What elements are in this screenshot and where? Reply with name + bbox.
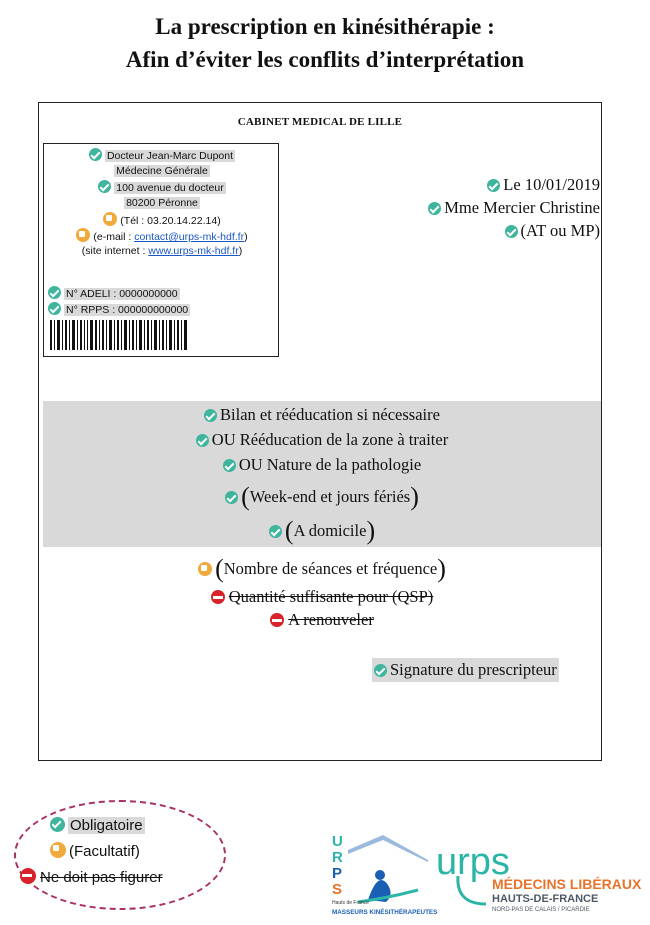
- logo-ml-line2: HAUTS-DE-FRANCE: [492, 893, 599, 905]
- check-icon: [428, 202, 441, 215]
- close-paren: ): [366, 516, 376, 545]
- check-icon: [223, 459, 236, 472]
- open-paren: (: [284, 516, 294, 545]
- close-paren: ): [437, 554, 446, 583]
- optional-icon: [103, 212, 117, 226]
- body-text: Bilan et rééducation si nécessaire: [220, 405, 440, 424]
- logo-letter-u: U: [332, 833, 343, 850]
- email-link[interactable]: contact@urps-mk-hdf.fr: [134, 231, 245, 243]
- page-title-line-1: La prescription en kinésithérapie :: [155, 14, 495, 39]
- body-line-7: [43, 585, 601, 609]
- doctor-name-row: [44, 148, 280, 164]
- close-paren: ): [410, 482, 419, 511]
- check-icon: [89, 148, 102, 161]
- check-icon: [487, 179, 500, 192]
- urps-medecins-liberaux-logo: [436, 842, 646, 917]
- legend-interdit: [20, 868, 163, 888]
- prescription-date: Le 10/01/2019: [503, 175, 600, 194]
- body-text: A renouveler: [288, 610, 374, 629]
- forbidden-icon: [20, 868, 36, 884]
- optional-icon: [76, 228, 90, 242]
- legend-obligatoire-label: Obligatoire: [70, 817, 143, 834]
- legend-facultatif-label: (Facultatif): [69, 843, 140, 860]
- body-line-5: [43, 514, 601, 548]
- check-icon: [204, 409, 217, 422]
- check-icon: [374, 664, 387, 677]
- date-row: [487, 173, 600, 196]
- check-icon: [98, 180, 111, 193]
- doctor-address-row: [44, 180, 280, 196]
- body-line-4: [43, 480, 601, 514]
- body-text: A domicile: [293, 521, 367, 540]
- doctor-name: Docteur Jean-Marc Dupont: [106, 150, 234, 162]
- adeli-row: [48, 286, 180, 302]
- logo-letter-s: S: [332, 881, 343, 898]
- doctor-specialty: Médecine Générale: [116, 165, 208, 177]
- doctor-specialty-row: [44, 164, 280, 179]
- site-link[interactable]: www.urps-mk-hdf.fr: [148, 245, 239, 257]
- body-line-2: [43, 428, 601, 452]
- regime-row: [505, 219, 600, 242]
- doctor-city-row: [44, 196, 280, 211]
- open-paren: (: [241, 482, 250, 511]
- body-line-3: [43, 453, 601, 477]
- patient-row: [428, 196, 600, 219]
- body-text: OU Nature de la pathologie: [238, 455, 422, 474]
- legend-obligatoire: [50, 816, 145, 836]
- logo-ml-line3: NORD-PAS DE CALAIS / PICARDIE: [492, 907, 590, 913]
- logo-mk-subtitle: MASSEURS KINÉSITHÉRAPEUTES: [332, 909, 438, 916]
- body-text: Week-end et jours fériés: [249, 487, 411, 506]
- check-icon: [505, 225, 518, 238]
- logo-letter-p: P: [332, 865, 343, 882]
- forbidden-icon: [270, 613, 284, 627]
- legend-facultatif: [50, 842, 140, 862]
- check-icon: [225, 491, 238, 504]
- doctor-phone-row: [44, 212, 280, 229]
- logo-ml-line1: MÉDECINS LIBÉRAUX: [492, 876, 642, 892]
- body-line-1: [43, 403, 601, 427]
- doctor-email-row: [44, 228, 280, 245]
- rpps-number: N° RPPS : 000000000000: [66, 304, 189, 316]
- barcode-icon: [50, 320, 188, 350]
- site-suffix: ): [238, 245, 243, 257]
- cabinet-name: CABINET MEDICAL DE LILLE: [237, 116, 403, 128]
- patient-name: Mme Mercier Christine: [444, 198, 600, 217]
- body-line-6: [43, 552, 601, 586]
- body-text: OU Rééducation de la zone à traiter: [211, 430, 449, 449]
- check-icon: [196, 434, 209, 447]
- signature-row: [372, 658, 559, 682]
- logo-letter-r: R: [332, 849, 343, 866]
- adeli-number: N° ADELI : 0000000000: [66, 288, 178, 300]
- doctor-city: 80200 Péronne: [126, 197, 198, 209]
- doctor-address: 100 avenue du docteur: [116, 182, 224, 194]
- legend: [14, 800, 226, 910]
- body-text: Quantité suffisante pour (QSP): [228, 587, 434, 606]
- page-title-line-2: Afin d’éviter les conflits d’interprétation: [125, 47, 525, 72]
- doctor-phone: (Tél : 03.20.14.22.14): [120, 215, 221, 227]
- site-prefix: (site internet :: [81, 245, 149, 257]
- body-text: Nombre de séances et fréquence: [223, 559, 438, 578]
- email-prefix: (e-mail :: [93, 231, 135, 243]
- optional-icon: [50, 842, 66, 858]
- signature-label: Signature du prescripteur: [390, 660, 557, 679]
- logo-ml-word: urps: [436, 842, 510, 883]
- check-icon: [269, 525, 282, 538]
- check-icon: [50, 817, 65, 832]
- body-line-8: [43, 608, 601, 632]
- doctor-site-row: [44, 244, 280, 259]
- check-icon: [48, 302, 61, 315]
- rpps-row: [48, 302, 190, 318]
- regime-text: (AT ou MP): [520, 221, 600, 240]
- logo-mk-region: Hauts de France: [332, 900, 369, 906]
- open-paren: (: [215, 554, 224, 583]
- urps-masseurs-kine-logo: [328, 830, 438, 920]
- optional-icon: [198, 562, 212, 576]
- legend-interdit-label: Ne doit pas figurer: [40, 869, 163, 886]
- check-icon: [48, 286, 61, 299]
- email-suffix: ): [244, 231, 248, 243]
- forbidden-icon: [211, 590, 225, 604]
